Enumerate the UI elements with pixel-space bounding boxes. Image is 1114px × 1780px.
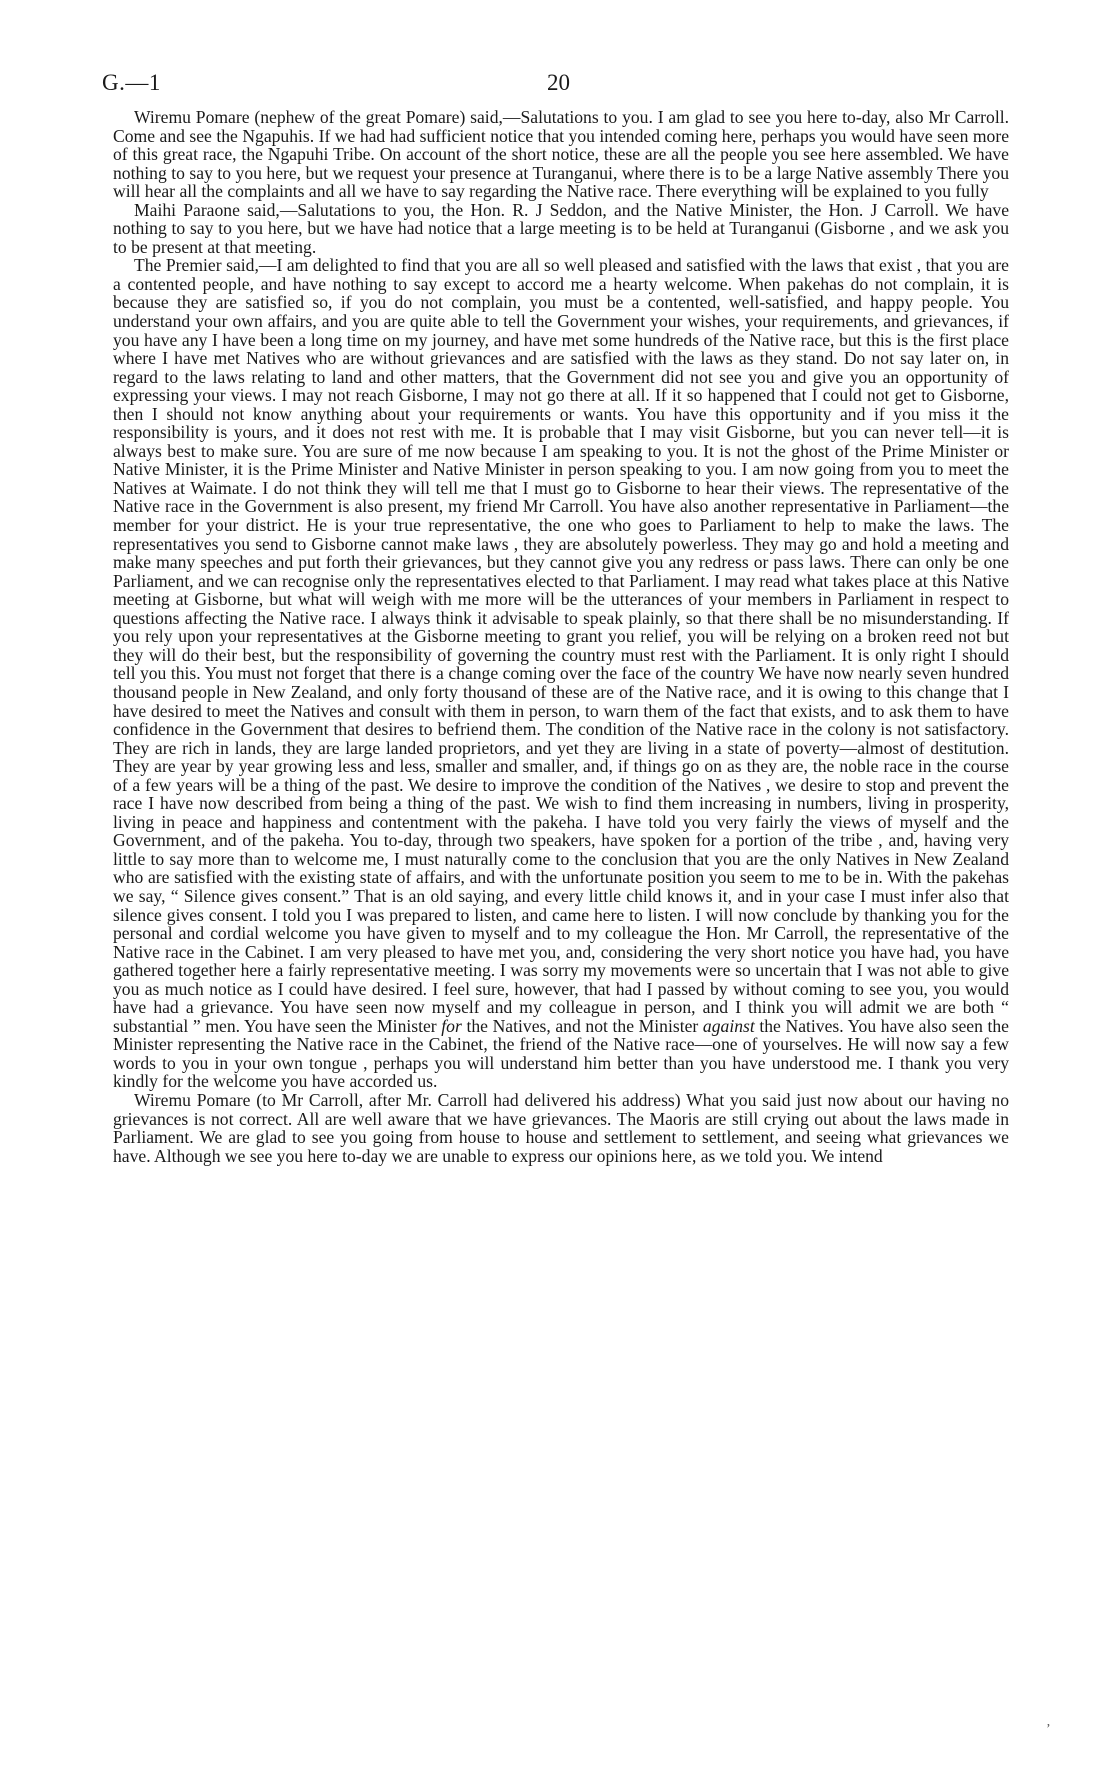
document-reference: G.—1 [102, 70, 161, 95]
margin-mark: ’ [1046, 1722, 1051, 1737]
body-text [113, 108, 1009, 1165]
italic-word-for: for [441, 1015, 462, 1036]
paragraph-text: Wiremu Pomare (to Mr Carroll, after Mr. Carroll had delivered his address) What you said just now about our having no grievances is not correct. All are well aware that we have grievances. The Maoris are still crying out about the laws made in Parliament. We are glad to see you going from house to house and settlement to settlement, and seeing what grievances we have. Although we see you here to-day we are unable to express our opinions here, as we told you. We intend [113, 1089, 1009, 1166]
paragraph-wiremu-pomare-reply [113, 1091, 1009, 1165]
page-number: 20 [547, 70, 570, 95]
paragraph-maihi-paraone [113, 201, 1009, 257]
italic-word-against: against [702, 1015, 755, 1036]
paragraph-text: Wiremu Pomare (nephew of the great Pomare) said,—Salutations to you. I am glad to see you here to-day, also Mr Carroll. Come and see the Ngapuhis. If we had had sufficient notice that you intended coming here, perhaps you would have seen more of this great race, the Ngapuhi Tribe. On account of the short notice, these are all the people you see here assembled. We have nothing to say to you here, but we request your presence at Turanganui, where there is to be a large Native assembly There you will hear all the complaints and all we have to say regarding the Native race. There everything will be explained to you fully [113, 107, 1009, 202]
paragraph-text: The Premier said,—I am delighted to find that you are all so well pleased and satisfied with the laws that exist , that you are a contented people, and have nothing to say except to accord me a hearty welcome. When pakehas do not complain, it is because they are satisfied so, if you do not complain, you must be a contented, well-satisfied, and happy people. You understand your own affairs, and you are quite able to tell the Government your wishes, your requirements, and grievances, if you have any I have been a long time on my journey, and have met some hundreds of the Native race, but this is the first place where I have met Natives who are without grievances and are satisfied with the laws as they stand. Do not say later on, in regard to the laws relating to land and other matters, that the Government did not see you and give you an opportunity of expressing your views. I may not reach Gisborne, I may not go there at all. If it so happened that I could not get to Gisborne, then I should not know anything about your requirements or wants. You have this opportunity and if you miss it the responsibility is yours, and it does not rest with me. It is probable that I may visit Gisborne, but you can never tell—it is always best to make sure. You are sure of me now because I am speaking to you. It is not the ghost of the Prime Minister or Native Minister, it is the Prime Minister and Native Minister in person speaking to you. I am now going from you to meet the Natives at Waimate. I do not think they will tell me that I must go to Gisborne to hear their views. The representative of the Native race in the Government is also present, my friend Mr Carroll. You have also another representative in Parliament—the member for your district. He is your true representative, the one who goes to Parliament to help to make the laws. The representatives you send to Gisborne cannot make laws , they are absolutely powerless. They may go and hold a meeting and make many speeches and put forth their grievances, but they cannot give you any redress or pass laws. There can only be one Parliament, and we can recognise only the representatives elected to that Parliament. I may read what takes place at this Native meeting at Gisborne, but what will weigh with me more will be the utterances of your members in Parliament in respect to questions affecting the Native race. I always think it advisable to speak plainly, so that there shall be no misunderstanding. If you rely upon your representatives at the Gisborne meeting to grant you relief, you will be relying on a broken reed not but they will do their best, but the responsibility of governing the country must rest with the Parliament. It is only right I should tell you this. You must not forget that there is a change coming over the face of the country We have now nearly seven hundred thousand people in New Zealand, and only forty thousand of these are of the Native race, and it is owing to this change that I have desired to meet the Natives and consult with them in person, to warn them of the fact that exists, and to ask them to have confidence in the Government that desires to befriend them. The condition of the Native race in the colony is not satisfactory. They are rich in lands, they are large landed proprietors, and yet they are living in a state of poverty—almost of destitution. They are year by year growing less and less, smaller and smaller, and, if things go on as they are, the noble race in the course of a few years will be a thing of the past. We desire to improve the condition of the Natives , we desire to stop and prevent the race I have now described from being a thing of the past. We wish to find them increasing in numbers, living in prosperity, living in peace and happiness and contentment with the pakeha. I have told you very fairly the views of myself and the Government, and of the pakeha. You to-day, through two speakers, have spoken for a portion of the tribe , and, having very little to say more than to welcome me, I must naturally come to the conclusion that you are the only Natives in New Zealand who are satisfied with the existing state of affairs, and with the unfortunate position you seem to me to be in. With the pakehas we say, “ Silence gives consent.” That is an old saying, and every little child knows it, and in your case I must infer also that silence gives consent. I told you I was prepared to listen, and came here to listen. I will now conclude by thanking you for the personal and cordial welcome you have given to myself and to my colleague the Hon. Mr Carroll, the representative of the Native race in the Cabinet. I am very pleased to have met you, and, considering the very short notice you have had, you have gathered together here a fairly representative meeting. I was sorry my movements were so uncertain that I was not able to give you as much notice as I could have desired. I feel sure, however, that had I passed by without coming to see you, you would have had a grievance. You have seen now myself and my colleague in person, and I think you will admit we are both “ substantial ” men. You have seen the Minister [113, 255, 1009, 1036]
paragraph-premier-speech [113, 256, 1009, 1091]
paragraph-text: the Natives. You have also seen the Minister representing the Native race in the Cabinet, the friend of the Native race—one of yourselves. He will now say a few words to you in your own tongue , perhaps you will understand him better than you have understood me. I thank you very kindly for the welcome you have accorded us. [113, 1015, 1009, 1092]
paragraph-wiremu-pomare-greeting [113, 108, 1009, 201]
paragraph-text: Maihi Paraone said,—Salutations to you, the Hon. R. J Seddon, and the Native Minister, the Hon. J Carroll. We have nothing to say to you here, but we have had notice that a large meeting is to be held at Turanganui (Gisborne , and we ask you to be present at that meeting. [113, 199, 1009, 257]
paragraph-text: the Natives, and not the Minister [461, 1015, 703, 1036]
page-header [102, 70, 1032, 100]
